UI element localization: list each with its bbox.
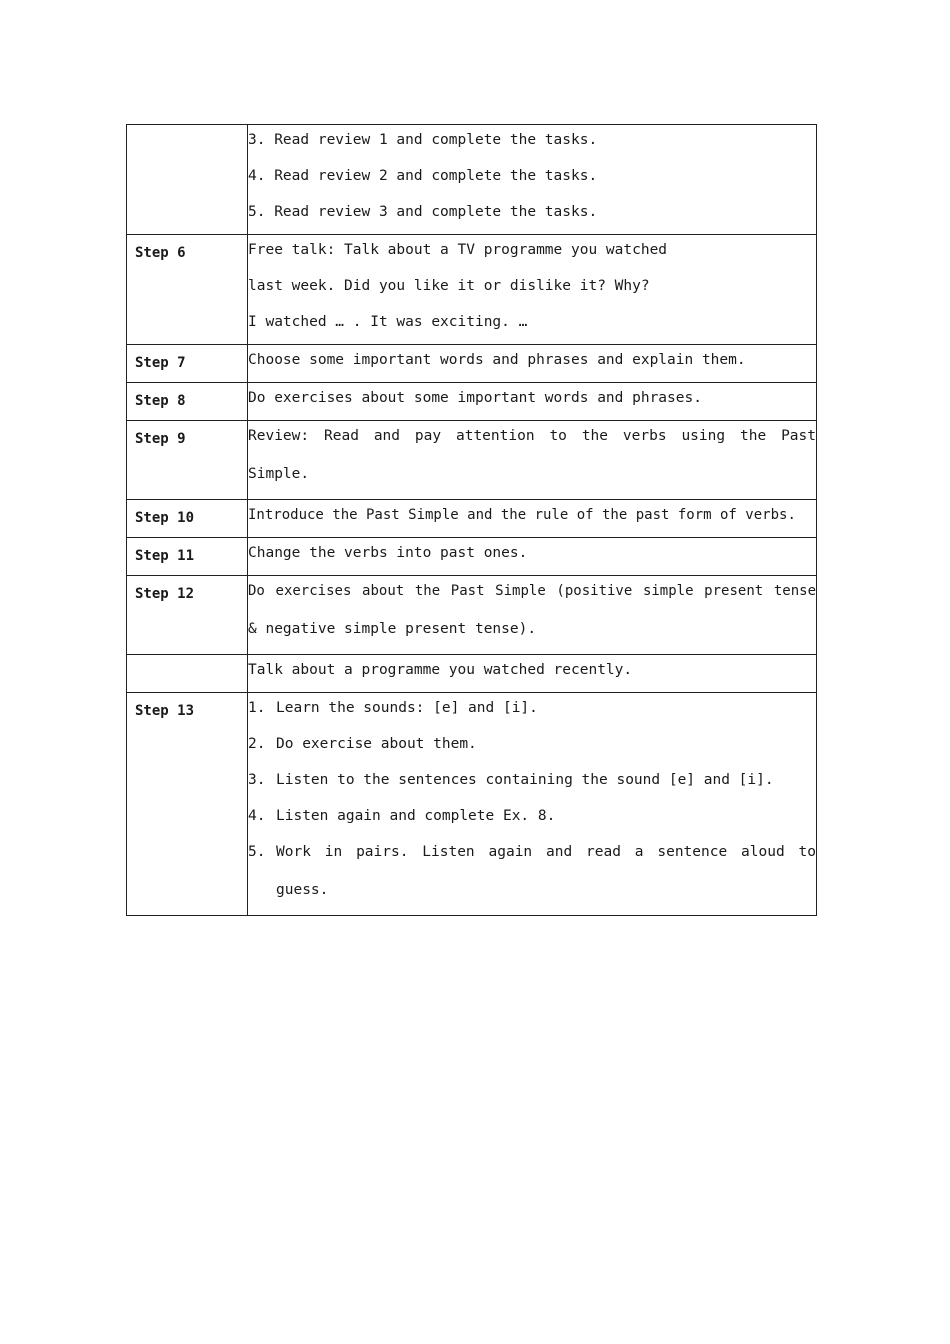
list-item-number: 5. (248, 844, 266, 860)
table-row (127, 125, 817, 235)
list-item-number: 1. (248, 700, 266, 716)
step-label-cell (127, 500, 248, 538)
list-item (248, 762, 816, 798)
list-item (248, 798, 816, 834)
content-line: Do exercises about some important words and phrases. (248, 390, 702, 406)
step-label-cell (127, 538, 248, 576)
list-item-text: Listen again and complete Ex. 8. (276, 808, 556, 824)
table-row (127, 421, 817, 500)
list-item (248, 834, 816, 870)
table-row (127, 655, 817, 693)
step-label-cell (127, 655, 248, 693)
list-item (248, 690, 816, 726)
table-row (127, 500, 817, 538)
content-line: I watched … . It was exciting. … (248, 314, 528, 330)
content-line: 3. Read review 1 and complete the tasks. (248, 132, 598, 148)
step-content-cell (248, 500, 817, 538)
content-line: 4. Read review 2 and complete the tasks. (248, 168, 598, 184)
step-label: Step 7 (135, 355, 186, 371)
step-label-cell (127, 235, 248, 345)
step-content-cell (248, 383, 817, 421)
step-content-cell (248, 421, 817, 500)
list-item-number: 4. (248, 808, 266, 824)
content-line: Do exercises about the Past Simple (positive simple present tense (248, 583, 816, 599)
table-row (127, 345, 817, 383)
step-label (127, 655, 247, 663)
content-line: Talk about a programme you watched recently. (248, 662, 633, 678)
table-row (127, 383, 817, 421)
step-label: Step 8 (135, 393, 186, 409)
step-label-cell (127, 576, 248, 655)
list-item-continuation: guess. (276, 882, 329, 898)
list-item-number: 2. (248, 736, 266, 752)
list-item-text: Do exercise about them. (276, 736, 477, 752)
content-line: & negative simple present tense). (248, 621, 537, 637)
step-content-cell (248, 345, 817, 383)
step-label-cell (127, 345, 248, 383)
step-label: Step 6 (135, 245, 186, 261)
step-content-cell (248, 538, 817, 576)
list-item-text: Listen to the sentences containing the sound [e] and [i]. (276, 772, 774, 788)
step-content-cell (248, 576, 817, 655)
table-row (127, 576, 817, 655)
step-label (127, 125, 247, 133)
content-line: Change the verbs into past ones. (248, 545, 528, 561)
step-content-cell (248, 125, 817, 235)
step-label: Step 11 (135, 548, 195, 564)
table-row (127, 693, 817, 916)
content-line: Free talk: Talk about a TV programme you watched (248, 242, 668, 258)
table-row (127, 538, 817, 576)
list-item-number: 3. (248, 772, 266, 788)
step-label: Step 9 (135, 431, 186, 447)
table-row (127, 235, 817, 345)
lesson-plan-page (126, 124, 816, 916)
step-content-cell (248, 235, 817, 345)
step-label-cell (127, 125, 248, 235)
list-item (248, 726, 816, 762)
content-line: Simple. (248, 466, 310, 482)
content-line: 5. Read review 3 and complete the tasks. (248, 204, 598, 220)
list-item-text: Work in pairs. Listen again and read a sentence aloud to (276, 844, 816, 860)
step-label-cell (127, 693, 248, 916)
list-item-text: Learn the sounds: [e] and [i]. (276, 700, 538, 716)
step-content-cell (248, 693, 817, 916)
content-line: Review: Read and pay attention to the verbs using the Past (248, 428, 816, 444)
step-label: Step 10 (135, 510, 195, 526)
step-label-cell (127, 421, 248, 500)
content-line: Choose some important words and phrases and explain them. (248, 352, 746, 368)
step-label: Step 13 (135, 703, 195, 719)
step-label: Step 12 (135, 586, 195, 602)
step-label-cell (127, 383, 248, 421)
content-line: last week. Did you like it or dislike it? Why? (248, 278, 650, 294)
step-content-cell (248, 655, 817, 693)
lesson-steps-table (126, 124, 817, 916)
content-line: Introduce the Past Simple and the rule of the past form of verbs. (248, 507, 796, 523)
